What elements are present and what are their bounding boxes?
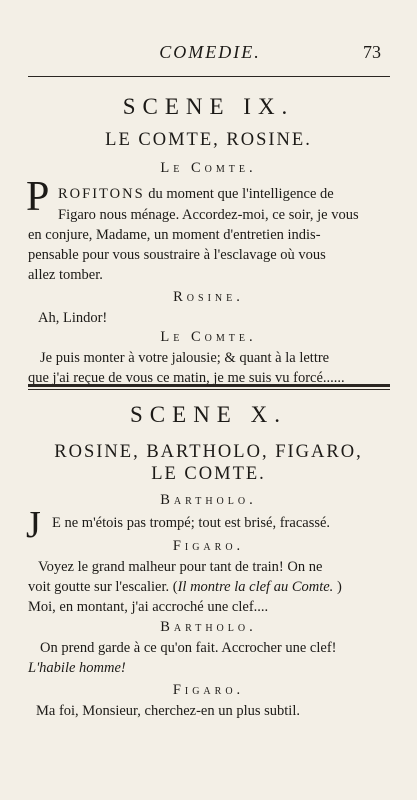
text-line: On prend garde à ce qu'on fait. Accrocher une clef! (40, 640, 337, 656)
text-line: E ne m'étois pas trompé; tout est brisé, fracassé. (52, 515, 331, 531)
text-line: Ah, Lindor! (38, 310, 108, 326)
speaker-label: Rosine. (173, 289, 244, 305)
text-line: Figaro nous ménage. Accordez-moi, ce soir, je vous (58, 207, 359, 223)
scene-9-title: SCENE IX. (122, 94, 295, 119)
speaker-label: Figaro. (172, 682, 245, 698)
header-rule (28, 76, 390, 77)
text-line: Je puis monter à votre jalousie; & quant à la lettre (40, 350, 330, 366)
speaker-label: Bartholo. (160, 619, 257, 635)
lead-word: ROFITONS (58, 186, 145, 202)
speaker-label: Le Comte. (160, 329, 257, 345)
scene-10-cast: LE COMTE. (151, 464, 266, 484)
text-line: en conjure, Madame, un moment d'entretien indis- (28, 227, 321, 243)
drop-cap: J (26, 504, 41, 546)
scene-divider (28, 384, 390, 390)
text-line: Voyez le grand malheur pour tant de train! On ne (38, 559, 323, 575)
line-text: voit goutte sur l'escalier. ( (28, 579, 178, 595)
stage-direction: Il montre la clef au Comte. (177, 579, 334, 595)
text-line: Moi, en montant, j'ai accroché une clef.... (28, 599, 269, 615)
running-title: COMEDIE. (159, 42, 261, 62)
scene-10-cast: ROSINE, BARTHOLO, FIGARO, (54, 442, 363, 462)
speaker-label: Figaro. (172, 538, 245, 554)
text-line: allez tomber. (28, 267, 103, 283)
text-line: que j'ai reçue de vous ce matin, je me suis vu forcé...... (28, 370, 345, 386)
scene-10-title: SCENE X. (130, 402, 287, 427)
text-line (28, 578, 390, 596)
text-line: L'habile homme! (28, 660, 126, 676)
running-head (0, 42, 417, 66)
text-line (58, 185, 390, 203)
speaker-label: Le Comte. (160, 160, 257, 176)
line-text: ) (333, 579, 342, 595)
scene-9-cast: LE COMTE, ROSINE. (105, 130, 312, 150)
drop-cap: P (26, 174, 50, 220)
speaker-label: Bartholo. (160, 492, 257, 508)
page-number: 73 (363, 42, 381, 62)
text-line: Ma foi, Monsieur, cherchez-en un plus subtil. (36, 703, 300, 719)
line-text: du moment que l'intelligence de (144, 186, 334, 202)
text-line: pensable pour vous soustraire à l'esclavage où vous (28, 247, 326, 263)
